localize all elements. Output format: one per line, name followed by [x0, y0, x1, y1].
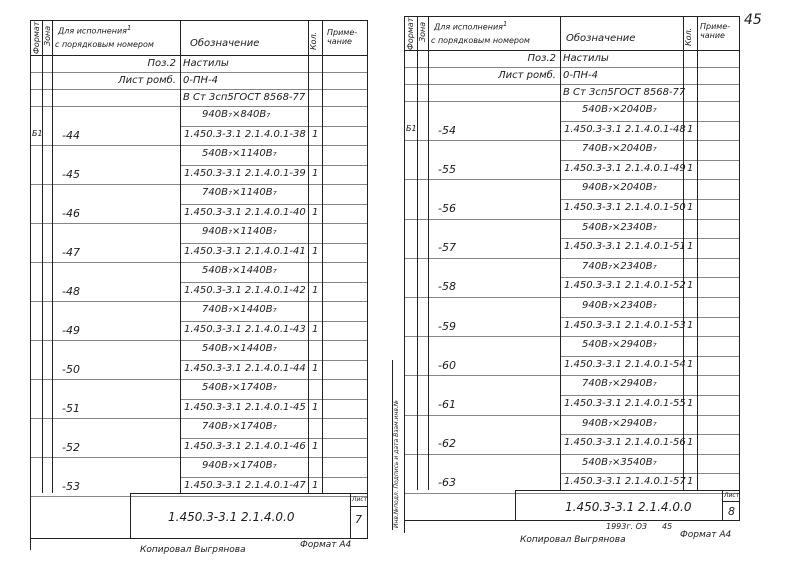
row-qty: 1 — [312, 401, 319, 413]
row-number: -51 — [62, 401, 80, 415]
row-number: -50 — [62, 362, 80, 376]
row-designation: 740В₇×1740В₇ — [202, 421, 277, 432]
title-block-sheet-sep — [722, 490, 723, 520]
row-designation: 1.450.3-3.1 2.1.4.0.1-43 — [184, 323, 306, 335]
row-designation: 1.450.3-3.1 2.1.4.0.1-39 — [184, 167, 306, 179]
col-line — [428, 16, 429, 490]
page-mark: 45 — [662, 522, 673, 531]
header-variants-sup: 1 — [126, 24, 132, 32]
section-designation: В Ст 3сп5ГОСТ 8568-77 — [183, 92, 306, 103]
section-designation: В Ст 3сп5ГОСТ 8568-77 — [563, 87, 686, 98]
row-number: -57 — [438, 241, 456, 255]
row-format: Б1 — [32, 128, 43, 138]
row-designation: 940В₇×1140В₇ — [202, 226, 277, 237]
header-qty: Кол. — [309, 31, 318, 50]
row-designation: 1.450.3-3.1 2.1.4.0.1-48 — [564, 123, 686, 135]
row-qty: 1 — [312, 479, 319, 491]
doc-code: 1.450.3-3.1 2.1.4.0.0 — [168, 510, 295, 524]
row-designation: 540В₇×2040В₇ — [582, 104, 657, 115]
row-designation: 540В₇×2340В₇ — [582, 221, 657, 233]
header-designation: Обозначение — [190, 38, 260, 49]
row-designation: 1.450.3-3.1 2.1.4.0.1-51 — [564, 241, 686, 253]
archive-stamp: 1993г. О3 — [606, 522, 648, 531]
title-block-sheet-line — [722, 501, 740, 502]
row-designation: 940В₇×840В₇ — [202, 109, 271, 120]
header-designation: Обозначение — [566, 33, 636, 44]
row-qty: 1 — [687, 241, 694, 253]
row-number: -46 — [62, 206, 80, 220]
section-designation: Настилы — [563, 53, 609, 64]
row-designation: 1.450.3-3.1 2.1.4.0.1-47 — [184, 479, 306, 491]
frame-line — [739, 16, 740, 521]
corner-mark: 45 — [744, 12, 762, 28]
header-variants-sup: 1 — [502, 20, 508, 28]
row-line — [560, 199, 740, 200]
section-designation: 0-ПН-4 — [183, 75, 218, 86]
section-label: Поз.2 — [527, 53, 556, 64]
row-line — [404, 336, 740, 337]
row-designation: 940В₇×2340В₇ — [582, 300, 657, 311]
header-note-line1: Приме- — [700, 22, 731, 31]
row-line — [560, 160, 740, 161]
row-designation: 540В₇×2940В₇ — [582, 339, 657, 351]
row-qty: 1 — [312, 440, 319, 452]
section-label: Поз.2 — [147, 58, 176, 69]
row-designation: 1.450.3-3.1 2.1.4.0.1-52 — [564, 280, 686, 292]
row-designation: 1.450.3-3.1 2.1.4.0.1-56 — [564, 437, 686, 449]
row-number: -55 — [438, 162, 456, 176]
sheet-label: Лист — [724, 492, 740, 499]
row-line — [404, 493, 740, 494]
section-label: Лист ромб. — [118, 75, 176, 86]
header-format: Формат — [406, 17, 415, 50]
row-line — [404, 454, 740, 455]
row-line — [404, 67, 740, 68]
header-note — [700, 22, 730, 40]
row-qty: 1 — [687, 358, 694, 370]
row-line — [560, 277, 740, 278]
row-qty: 1 — [687, 162, 694, 174]
row-number: -61 — [438, 398, 456, 411]
sheet-number: 7 — [355, 513, 362, 526]
sheet-format: Формат А4 — [680, 530, 732, 540]
header-zone: Зона — [43, 25, 52, 46]
row-line — [404, 101, 740, 102]
row-line — [560, 395, 740, 396]
col-line — [697, 16, 698, 490]
row-qty: 1 — [687, 319, 694, 331]
copied-by: Копировал Выгрянова — [140, 545, 246, 555]
section-designation: 0-ПН-4 — [563, 70, 598, 81]
doc-code: 1.450.3-3.1 2.1.4.0.0 — [565, 500, 692, 514]
row-designation: 1.450.3-3.1 2.1.4.0.1-41 — [184, 245, 306, 257]
row-designation: 940В₇×2940В₇ — [582, 417, 657, 429]
row-line — [404, 140, 740, 141]
row-designation: 540В₇×1140В₇ — [202, 148, 277, 159]
row-designation: 1.450.3-3.1 2.1.4.0.1-40 — [184, 206, 306, 218]
row-qty: 1 — [312, 128, 319, 140]
row-line — [404, 84, 740, 85]
row-line — [404, 415, 740, 416]
row-qty: 1 — [312, 323, 319, 335]
row-number: -49 — [62, 323, 80, 337]
row-designation: 740В₇×1440В₇ — [202, 304, 277, 315]
header-note-line2: чание — [327, 37, 352, 46]
header-variants-line2: с порядковым номером — [431, 36, 530, 45]
row-number: -53 — [62, 479, 80, 493]
row-designation: 540В₇×1740В₇ — [202, 382, 277, 393]
row-line — [404, 219, 740, 220]
row-number: -44 — [62, 128, 80, 142]
row-number: -58 — [438, 280, 456, 294]
row-designation: 1.450.3-3.1 2.1.4.0.1-54 — [564, 358, 686, 370]
row-qty: 1 — [687, 123, 694, 135]
row-qty: 1 — [687, 398, 694, 409]
row-qty: 1 — [312, 245, 319, 257]
row-designation: 1.450.3-3.1 2.1.4.0.1-57 — [564, 476, 686, 488]
row-line — [404, 375, 740, 376]
row-designation: 1.450.3-3.1 2.1.4.0.1-42 — [184, 284, 306, 296]
row-line — [404, 179, 740, 180]
row-number: -56 — [438, 202, 456, 215]
row-designation: 1.450.3-3.1 2.1.4.0.1-45 — [184, 401, 306, 413]
row-number: -59 — [438, 319, 456, 333]
row-number: -54 — [438, 123, 456, 137]
header-variants-line1: Для исполнения — [434, 22, 503, 32]
section-label: Лист ромб. — [498, 70, 556, 81]
row-qty: 1 — [687, 437, 694, 449]
row-designation: 540В₇×1440В₇ — [202, 343, 277, 354]
header-format: Формат — [32, 21, 41, 54]
row-line — [404, 258, 740, 259]
row-line — [560, 434, 740, 435]
row-designation: 1.450.3-3.1 2.1.4.0.1-55 — [564, 398, 686, 409]
header-divider — [404, 50, 740, 51]
side-stamp: Инв.№подл. Подпись и дата Взам.инв.№ — [393, 399, 400, 528]
row-qty: 1 — [687, 476, 694, 488]
row-designation: 1.450.3-3.1 2.1.4.0.1-44 — [184, 362, 306, 374]
row-designation: 740В₇×1140В₇ — [202, 187, 277, 198]
row-line — [404, 297, 740, 298]
sheet-label: Лист — [352, 496, 368, 503]
row-designation: 1.450.3-3.1 2.1.4.0.1-50 — [564, 202, 686, 213]
header-variants-line1: Для исполнения — [58, 26, 127, 36]
row-line — [560, 121, 740, 122]
row-number: -48 — [62, 284, 80, 298]
row-designation: 1.450.3-3.1 2.1.4.0.1-49 — [564, 162, 686, 174]
row-number: -62 — [438, 437, 456, 451]
row-qty: 1 — [687, 202, 694, 213]
frame-line — [404, 520, 740, 521]
row-number: -45 — [62, 167, 80, 181]
row-designation: 540В₇×1440В₇ — [202, 265, 277, 276]
header-note-line1: Приме- — [327, 28, 358, 37]
row-qty: 1 — [312, 167, 319, 179]
row-designation: 740В₇×2940В₇ — [582, 378, 657, 390]
row-number: -60 — [438, 358, 456, 372]
row-qty: 1 — [312, 206, 319, 218]
row-qty: 1 — [312, 284, 319, 296]
header-variants-line2: с порядковым номером — [55, 40, 154, 49]
row-qty: 1 — [312, 362, 319, 374]
header-note-line2: чание — [700, 31, 725, 40]
row-qty: 1 — [687, 280, 694, 292]
title-block-left — [515, 490, 516, 520]
copied-by: Копировал Выгрянова — [520, 535, 626, 545]
row-designation: 540В₇×3540В₇ — [582, 456, 657, 468]
row-designation: 740В₇×2040В₇ — [582, 143, 657, 155]
col-line — [417, 16, 418, 490]
row-line — [560, 238, 740, 239]
frame-line — [404, 16, 740, 17]
header-qty: Кол. — [684, 27, 693, 46]
header-zone: Зона — [418, 21, 427, 42]
sheet-format: Формат А4 — [300, 540, 352, 550]
row-number: -63 — [438, 476, 456, 490]
col-line — [560, 16, 561, 490]
row-designation: 1.450.3-3.1 2.1.4.0.1-53 — [564, 319, 686, 331]
row-number: -47 — [62, 245, 80, 259]
row-designation: 740В₇×2340В₇ — [582, 260, 657, 272]
frame-line — [404, 16, 405, 533]
row-designation: 940В₇×1740В₇ — [202, 460, 277, 471]
row-line — [560, 317, 740, 318]
title-block-top — [515, 490, 740, 491]
row-format: Б1 — [406, 123, 417, 133]
row-line — [560, 356, 740, 357]
row-number: -52 — [62, 440, 80, 454]
sheet-number: 8 — [728, 505, 735, 518]
row-line — [560, 473, 740, 474]
row-designation: 1.450.3-3.1 2.1.4.0.1-38 — [184, 128, 306, 140]
row-designation: 940В₇×2040В₇ — [582, 182, 657, 194]
row-designation: 1.450.3-3.1 2.1.4.0.1-46 — [184, 440, 306, 452]
header-variants — [434, 20, 507, 32]
section-designation: Настилы — [183, 58, 229, 69]
